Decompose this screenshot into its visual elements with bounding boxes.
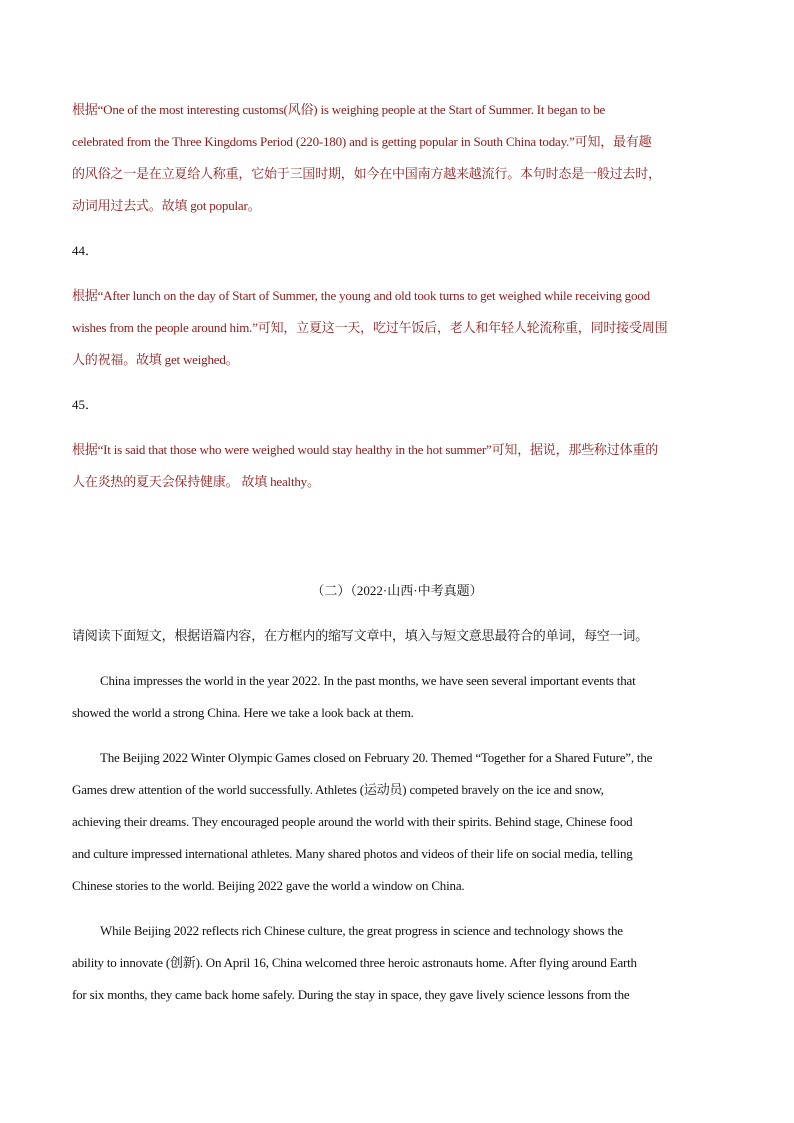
- passage-p2-line-3: achieving their dreams. They encouraged people around the world with their spirits. Behind stage, Chinese food: [72, 814, 633, 829]
- passage-p3-line-1: While Beijing 2022 reflects rich Chinese culture, the great progress in science and technology shows the: [100, 923, 623, 938]
- passage-p3-line-3: for six months, they came back home safely. During the stay in space, they gave lively science lessons from the: [72, 987, 630, 1002]
- passage-p2-line-5: Chinese stories to the world. Beijing 2022 gave the world a window on China.: [72, 878, 465, 893]
- question-number-44: 44．: [72, 243, 99, 258]
- answer-43-line-1: 根据“One of the most interesting customs(风俗) is weighing people at the Start of Summer. It began to be: [72, 102, 606, 117]
- answer-43-line-4: 动词用过去式。故填 got popular。: [72, 198, 261, 213]
- passage-p2-line-4: and culture impressed international athletes. Many shared photos and videos of their life on social media, telling: [72, 846, 633, 861]
- answer-45-line-1: 根据“It is said that those who were weighed would stay healthy in the hot summer”可知，据说，那些称过体重的: [72, 442, 659, 457]
- section-heading: （二）（2022·山西·中考真题）: [311, 583, 483, 598]
- answer-43-line-3: 的风俗之一是在立夏给人称重，它始于三国时期，如今在中国南方越来越流行。本句时态是一般过去时，: [72, 166, 661, 181]
- answer-43-line-2: celebrated from the Three Kingdoms Period (220-180) and is getting popular in South China today.”可知，最有趣: [72, 134, 652, 149]
- answer-44-line-1: 根据“After lunch on the day of Start of Summer, the young and old took turns to get weighed while receiving good: [72, 288, 650, 303]
- question-number-45: 45．: [72, 397, 99, 412]
- passage-p1-line-1: China impresses the world in the year 2022. In the past months, we have seen several important events that: [100, 673, 636, 688]
- passage-p2-line-1: The Beijing 2022 Winter Olympic Games closed on February 20. Themed “Together for a Shared Future”, the: [100, 750, 653, 765]
- answer-45-line-2: 人在炎热的夏天会保持健康。 故填 healthy。: [72, 474, 320, 489]
- passage-p2-line-2: Games drew attention of the world successfully. Athletes (运动员) competed bravely on the ice and snow,: [72, 782, 604, 797]
- answer-44-line-2: wishes from the people around him.”可知，立夏这一天，吃过午饭后，老人和年轻人轮流称重，同时接受周围: [72, 320, 668, 335]
- passage-p1-line-2: showed the world a strong China. Here we take a look back at them.: [72, 705, 414, 720]
- section-instruction: 请阅读下面短文，根据语篇内容，在方框内的缩写文章中，填入与短文意思最符合的单词，每空一词。: [72, 628, 649, 643]
- answer-44-line-3: 人的祝福。故填 get weighed。: [72, 352, 239, 367]
- passage-p3-line-2: ability to innovate (创新). On April 16, China welcomed three heroic astronauts home. After flying around Earth: [72, 955, 637, 970]
